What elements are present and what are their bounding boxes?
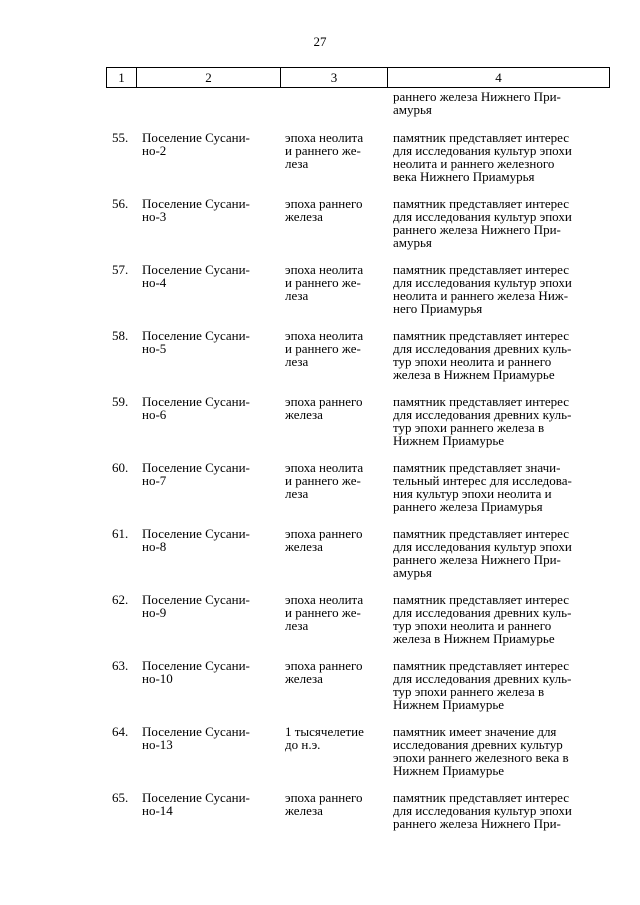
site-description: памятник представляет значи- тельный интерес для исследова- ния культур эпохи неолита и раннего железа Приамурья <box>393 460 572 514</box>
site-description: памятник представляет интерес для исследования культур эпохи раннего железа Нижнего При- <box>393 790 572 831</box>
row-number: 57. <box>112 262 129 277</box>
site-name: Поселение Сусани- но-14 <box>142 790 250 818</box>
site-description: памятник представляет интерес для исследования древних куль- тур эпохи неолита и раннего железа в Нижнем Приамурье <box>393 328 572 382</box>
row-number: 60. <box>112 460 129 475</box>
site-description: памятник представляет интерес для исследования культур эпохи раннего железа Нижнего При- амурья <box>393 526 572 580</box>
site-name: Поселение Сусани- но-4 <box>142 262 250 290</box>
page-number: 27 <box>313 34 327 49</box>
row-number: 61. <box>112 526 129 541</box>
site-name: Поселение Сусани- но-8 <box>142 526 250 554</box>
column-header-1: 1 <box>107 68 137 88</box>
site-period: эпоха раннего железа <box>285 526 363 554</box>
column-header-table <box>106 67 610 88</box>
site-period: эпоха неолита и раннего же- леза <box>285 460 364 501</box>
site-description: памятник представляет интерес для исследования культур эпохи неолита и раннего железного века Нижнего Приамурья <box>393 130 572 184</box>
site-period: эпоха неолита и раннего же- леза <box>285 592 364 633</box>
site-period: эпоха раннего железа <box>285 658 363 686</box>
site-name: Поселение Сусани- но-9 <box>142 592 250 620</box>
site-period: эпоха раннего железа <box>285 394 363 422</box>
row-number: 59. <box>112 394 129 409</box>
site-period: эпоха раннего железа <box>285 790 363 818</box>
row-number: 55. <box>112 130 129 145</box>
continued-description <box>393 90 611 116</box>
row-number: 65. <box>112 790 129 805</box>
site-period: 1 тысячелетие до н.э. <box>285 724 364 752</box>
site-period: эпоха неолита и раннего же- леза <box>285 328 364 369</box>
row-number: 58. <box>112 328 129 343</box>
column-header-3: 3 <box>281 68 388 88</box>
site-description: памятник имеет значение для исследования древних культур эпохи раннего железного века в Нижнем Приамурье <box>393 724 569 778</box>
row-number: 62. <box>112 592 129 607</box>
site-description: памятник представляет интерес для исследования древних куль- тур эпохи раннего железа в Нижнем Приамурье <box>393 658 572 712</box>
column-header-2: 2 <box>137 68 281 88</box>
site-description: памятник представляет интерес для исследования культур эпохи раннего железа Нижнего При- амурья <box>393 196 572 250</box>
column-header-4: 4 <box>388 68 610 88</box>
site-period: эпоха раннего железа <box>285 196 363 224</box>
column-header-row <box>107 68 610 88</box>
row-number: 64. <box>112 724 129 739</box>
site-name: Поселение Сусани- но-13 <box>142 724 250 752</box>
site-name: Поселение Сусани- но-10 <box>142 658 250 686</box>
site-name: Поселение Сусани- но-3 <box>142 196 250 224</box>
site-description: памятник представляет интерес для исследования древних куль- тур эпохи неолита и раннего железа в Нижнем Приамурье <box>393 592 572 646</box>
row-number: 63. <box>112 658 129 673</box>
site-name: Поселение Сусани- но-2 <box>142 130 250 158</box>
site-description: памятник представляет интерес для исследования древних куль- тур эпохи раннего железа в Нижнем Приамурье <box>393 394 572 448</box>
site-period: эпоха неолита и раннего же- леза <box>285 130 364 171</box>
continued-description-text: раннего железа Нижнего При- амурья <box>393 89 561 117</box>
site-name: Поселение Сусани- но-5 <box>142 328 250 356</box>
site-description: памятник представляет интерес для исследования культур эпохи неолита и раннего железа Ниж- него Приамурья <box>393 262 572 316</box>
row-number: 56. <box>112 196 129 211</box>
site-name: Поселение Сусани- но-7 <box>142 460 250 488</box>
site-name: Поселение Сусани- но-6 <box>142 394 250 422</box>
site-period: эпоха неолита и раннего же- леза <box>285 262 364 303</box>
